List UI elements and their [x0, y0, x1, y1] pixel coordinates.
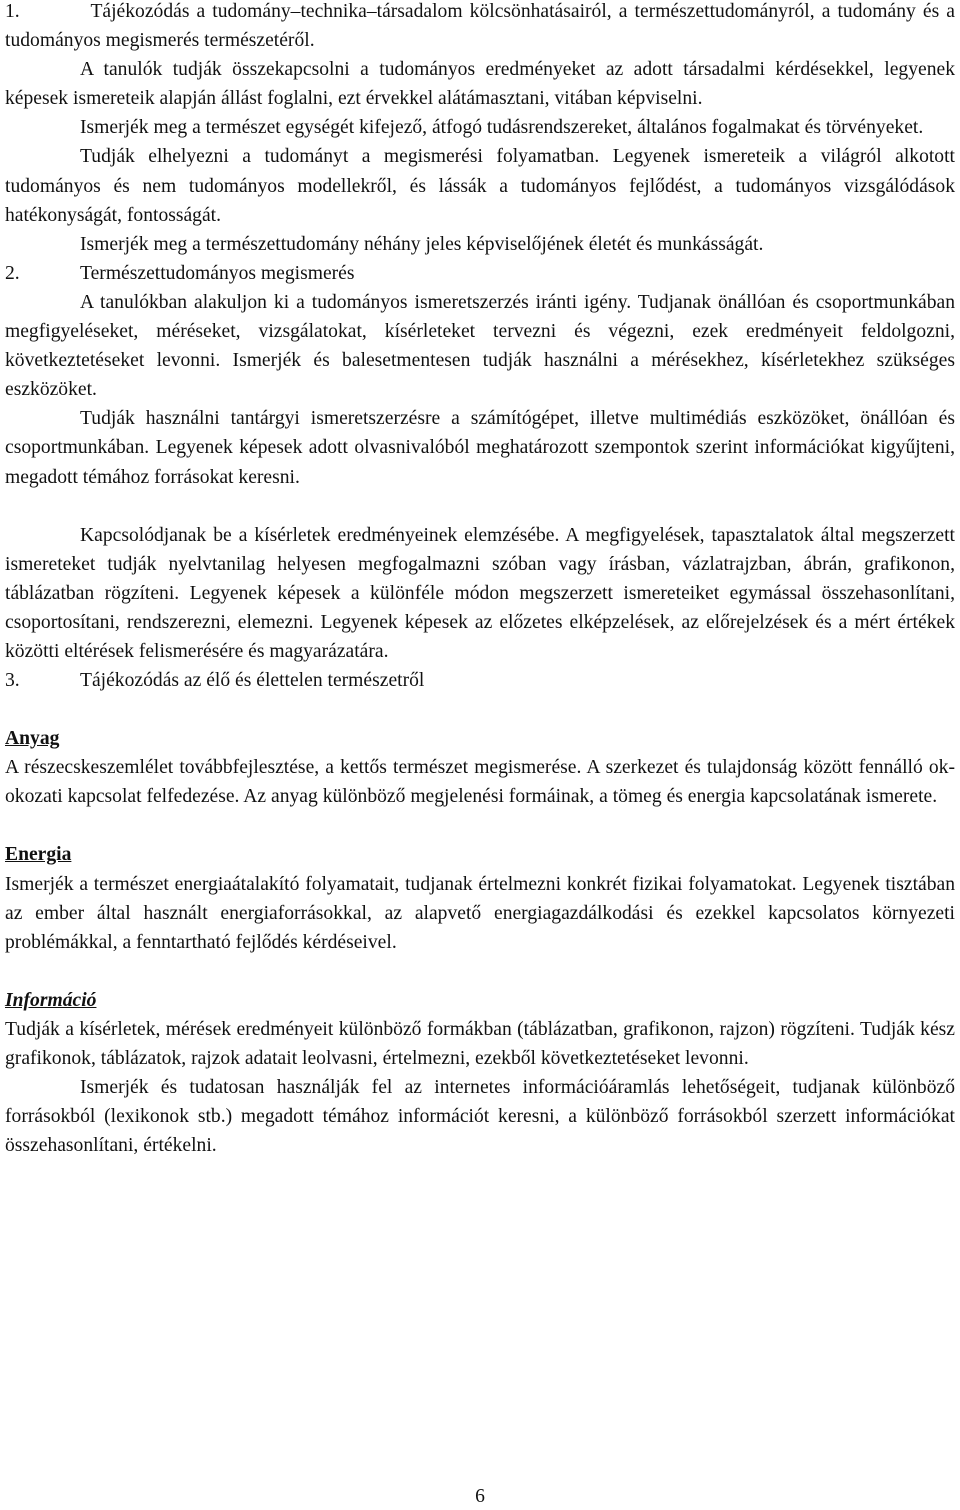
anyag-heading: Anyag	[5, 728, 60, 750]
section-2-title: Természettudományos megismerés	[80, 262, 355, 284]
section-1-paragraph-3: Tudják elhelyezni a tudományt a megismerési folyamatban. Legyenek ismereteik a világról alkotott tudományos és nem tudományos modellekről, és lássák a tudományos fejlődést, a tudományos vizsgálódások hatékonyságát, fontosságát.	[5, 146, 955, 226]
informacio-text-1: Tudják a kísérletek, mérések eredményeit különböző formákban (táblázatban, grafikonon, rajzon) rögzíteni. Tudják kész grafikonok, táblázatok, rajzok adatait leolvasni, értelmezni, ezekből következtetéseket levonni.	[5, 1018, 955, 1069]
informacio-text-2: Ismerjék és tudatosan használják fel az internetes információáramlás lehetőségeit, tudjanak különböző forrásokból (lexikonok stb.) megadott témához információt keresni, a különböző forrásokból szerzett információkat összehasonlítani, értékelni.	[5, 1077, 955, 1157]
section-1-number: 1.	[5, 1, 20, 22]
section-1-heading	[5, 0, 955, 55]
blank-line	[5, 695, 955, 724]
blank-line	[5, 492, 955, 521]
section-3-heading	[5, 666, 955, 695]
section-1-paragraph-4: Ismerjék meg a természettudomány néhány jeles képviselőjének életét és munkásságát.	[80, 233, 764, 255]
section-3-title: Tájékozódás az élő és élettelen természetről	[80, 670, 425, 692]
section-2-paragraph-3: Kapcsolódjanak be a kísérletek eredményeinek elemzésébe. A megfigyelések, tapasztalatok által megszerzett ismereteket tudják nyelvtanilag helyesen megfogalmazni szóban vagy írásban, vázlatrajzban, ábrán, grafikonon, táblázatban rögzíteni. Legyenek képesek a különféle módon megszerzett ismereteiket egymással összehasonlítani, csoportosítani, rendszerezni, elemezni. Legyenek képesek az előzetes elképzelések, az előrejelzések és a mért értékek közötti eltérések felismerésére és magyarázatára.	[5, 524, 955, 662]
section-2-paragraph-2: Tudják használni tantárgyi ismeretszerzésre a számítógépet, illetve multimédiás eszközöket, önállóan és csoportmunkában. Legyenek képesek adott olvasnivalóból meghatározott szempontok szerint információkat kigyűjteni, megadott témához forrásokat keresni.	[5, 408, 955, 488]
anyag-text: A részecskeszemlélet továbbfejlesztése, a kettős természet megismerése. A szerkezet és tulajdonság között fennálló ok-okozati kapcsolat felfedezése. Az anyag különböző megjelenési formáinak, a tömeg és energia kapcsolatának ismerete.	[5, 757, 955, 808]
document-page	[5, 0, 955, 1160]
section-1-paragraph-1: A tanulók tudják összekapcsolni a tudományos eredményeket az adott társadalmi kérdésekkel, legyenek képesek ismereteik alapján állást foglalni, ezt érvekkel alátámasztani, vitában képviselni.	[5, 59, 955, 110]
section-1-title: Tájékozódás a tudomány–technika–társadalom kölcsönhatásairól, a természettudományról, a tudomány és a tudományos megismerés természetéről.	[5, 1, 956, 52]
blank-line	[5, 811, 955, 840]
section-3-number: 3.	[5, 670, 20, 692]
section-2-heading	[5, 259, 955, 288]
energia-text: Ismerjék a természet energiaátalakító folyamatait, tudjanak értelmezni konkrét fizikai folyamatokat. Legyenek tisztában az ember által használt energiaforrásokkal, az alapvető energiagazdálkodási és ezekkel kapcsolatos környezeti problémákkal, a fenntartható fejlődés kérdéseivel.	[5, 873, 955, 953]
page-number: 6	[475, 1486, 485, 1507]
informacio-heading: Információ	[5, 989, 97, 1011]
section-2-paragraph-1: A tanulókban alakuljon ki a tudományos ismeretszerzés iránti igény. Tudjanak önállóan és csoportmunkában megfigyeléseket, méréseket, vizsgálatokat, kísérleteket tervezni és végezni, ezek eredményeit feldolgozni, következtetéseket levonni. Ismerjék és balesetmentesen tudják használni a mérésekhez, kísérletekhez szükséges eszközöket.	[5, 291, 955, 401]
section-2-number: 2.	[5, 262, 20, 284]
energia-heading: Energia	[5, 844, 72, 866]
blank-line	[5, 957, 955, 986]
section-1-paragraph-2: Ismerjék meg a természet egységét kifejező, átfogó tudásrendszereket, általános fogalmakat és törvényeket.	[80, 117, 924, 139]
